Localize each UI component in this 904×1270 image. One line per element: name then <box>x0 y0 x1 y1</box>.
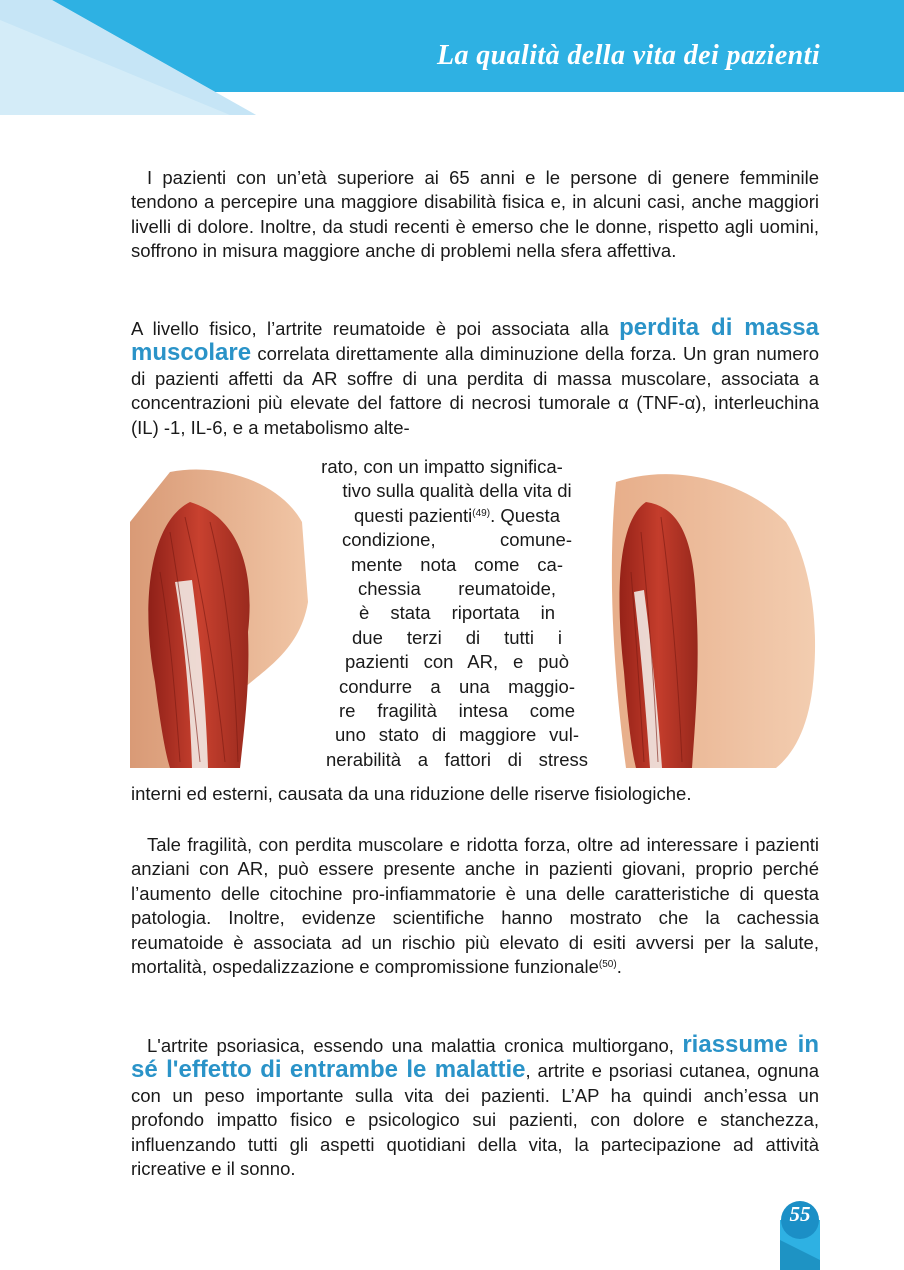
p4-pre: L'artrite psoriasica, essendo una malattia cronica multiorgano, <box>147 1035 683 1056</box>
reference-49: (49) <box>472 507 491 519</box>
wrap-line: re fragilità intesa come <box>339 700 575 722</box>
paragraph-muscle-loss-end: interni ed esterni, causata da una riduzione delle riserve fisiologiche. <box>131 783 692 804</box>
arm-with-muscle-loss-illustration <box>596 462 818 768</box>
wrap-line: due terzi di tutti i <box>352 626 562 648</box>
page-number: 55 <box>789 1202 811 1226</box>
page-header-title: La qualità della vita dei pazienti <box>436 40 820 71</box>
p4-post: , artrite e psoriasi cutanea, ognuna con un peso importante sulla vita dei pazienti. L’AP ha quindi anch’essa un profondo impatto fisico e psicologico sui pazienti, con dolore e stanchezza, influenzando tutti gli aspetti quotidiani della vita, la partecipazione ad attività ricreative e il sonno. <box>131 1060 819 1180</box>
wrap-line: condizione, comune- <box>342 529 572 551</box>
highlight-riassume: riassume in sé l'effetto di entrambe le malattie <box>131 1031 819 1084</box>
wrap-line: rato, con un impatto significa- <box>321 456 563 477</box>
paragraph-muscle-loss <box>131 316 819 440</box>
wrap-line-tail: . Questa <box>490 504 560 526</box>
p3-tail: . <box>616 956 622 978</box>
reference-50: (50) <box>598 959 617 971</box>
paragraph-psoriatic-arthritis <box>131 1033 819 1181</box>
paragraph-age-gender: I pazienti con un’età superiore ai 65 anni e le persone di genere femminile tendono a percepire una maggiore disabilità fisica e, in alcuni casi, anche maggiori livelli di dolore. Inoltre, da studi recenti è emerso che le donne, rispetto agli uomini, soffrono in misura maggiore anche di problemi nella sfera affettiva. <box>131 167 819 262</box>
muscular-arm-illustration <box>130 462 308 768</box>
p3-text: Tale fragilità, con perdita muscolare e ridotta forza, oltre ad interessare i pazienti anziani con AR, può essere presente anche in pazienti giovani, proprio perché l’aumento delle citochine pro-infiammatorie è una delle caratteristiche di questa patologia. Inoltre, evidenze scientifiche hanno mostrato che la cachessia reumatoide è associata ad un rischio più elevato di esiti avversi per la salute, mortalità, ospedalizzazione e compromissione funzionale <box>131 834 819 978</box>
paragraph-fragility <box>131 833 819 979</box>
wrap-line: condurre a una maggio- <box>339 675 575 697</box>
wrap-line: mente nota come ca- <box>351 553 563 575</box>
wrapped-text-column <box>290 455 624 772</box>
wrap-line <box>290 504 624 528</box>
wrap-line: nerabilità a fattori di stress <box>326 748 588 770</box>
highlight-perdita-massa: perdita di massa muscolare <box>131 314 819 367</box>
wrap-line-text: questi pazienti <box>353 504 473 526</box>
wrap-line: pazienti con AR, e può <box>345 651 569 673</box>
wrap-line: tivo sulla qualità della vita di <box>342 480 572 502</box>
p2-post: correlata direttamente alla diminuzione della forza. Un gran numero di pazienti affetti da AR soffre di una perdita di massa muscolare, associata a concentrazioni più elevate del fattore di necrosi tumorale α (TNF-α), interleuchina (IL) -1, IL-6, e a metabolismo alte- <box>131 343 819 438</box>
wrap-line: uno stato di maggiore vul- <box>335 724 579 746</box>
wrap-line: chessia reumatoide, <box>358 578 556 600</box>
wrap-line: è stata riportata in <box>359 602 555 624</box>
p2-pre: A livello fisico, l’artrite reumatoide è poi associata alla <box>131 318 620 339</box>
